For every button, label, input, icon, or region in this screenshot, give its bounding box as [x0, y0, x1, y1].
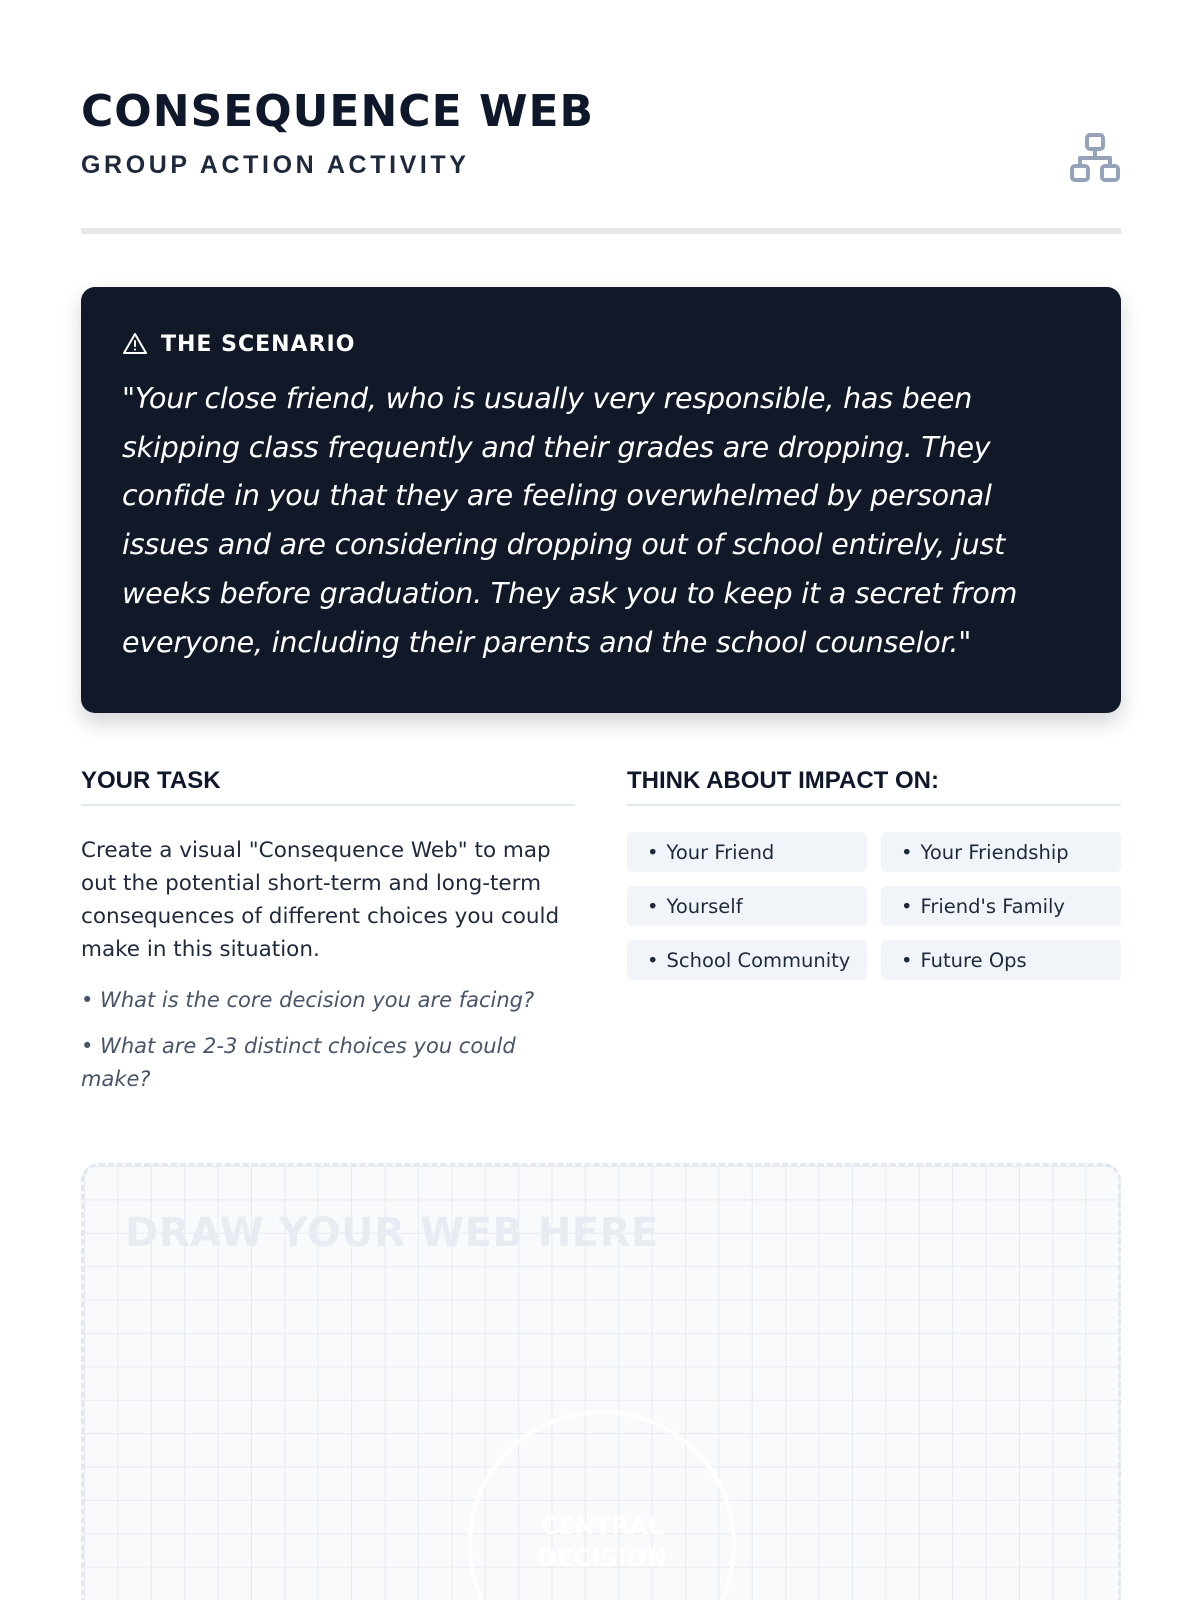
bullet-icon: •: [901, 840, 913, 864]
header-divider: [81, 228, 1121, 234]
impact-item-label: Your Friendship: [920, 840, 1069, 864]
scenario-text: "Your close friend, who is usually very responsible, has been skipping class frequently and their grades are dropping. They confide in you that they are feeling overwhelmed by personal issues and are considering dropping out of school entirely, just weeks before graduation. They ask you to keep it a secret from everyone, including their parents and the school counselor.": [122, 382, 1018, 659]
task-body: Create a visual "Consequence Web" to map out the potential short-term and long-term consequences of different choices you could make in this situation.: [81, 838, 560, 962]
impact-item-label: Future Ops: [920, 948, 1027, 972]
task-question: • What are 2-3 distinct choices you could make?: [81, 1033, 516, 1091]
impact-heading: THINK ABOUT IMPACT ON:: [627, 766, 1121, 806]
scenario-header: [122, 329, 1081, 359]
bullet-icon: •: [901, 894, 913, 918]
bullet-icon: •: [647, 894, 659, 918]
impact-item-label: School Community: [666, 948, 851, 972]
impact-list: [627, 832, 1121, 980]
task-question: • What is the core decision you are facing?: [81, 988, 535, 1012]
impact-item-label: Your Friend: [666, 840, 775, 864]
scenario-card: [81, 287, 1121, 713]
scenario-label: THE SCENARIO: [161, 331, 356, 357]
impact-item: [627, 832, 867, 872]
bullet-icon: •: [901, 948, 913, 972]
header: [81, 80, 1121, 234]
drawing-area-label: DRAW YOUR WEB HERE: [125, 1210, 659, 1256]
impact-item-label: Yourself: [666, 894, 743, 918]
impact-item: [627, 940, 867, 980]
impact-item-label: Friend's Family: [920, 894, 1065, 918]
impact-item: [881, 832, 1121, 872]
warning-icon: [122, 331, 148, 357]
page-title: CONSEQUENCE WEB: [81, 86, 595, 137]
bullet-icon: •: [647, 840, 659, 864]
page-subtitle: GROUP ACTION ACTIVITY: [81, 151, 470, 179]
hierarchy-icon: [1069, 132, 1121, 184]
task-heading: YOUR TASK: [81, 766, 575, 806]
bullet-icon: •: [647, 948, 659, 972]
central-decision-circle[interactable]: [468, 1410, 736, 1600]
impact-item: [881, 886, 1121, 926]
impact-section: [627, 766, 1121, 980]
central-decision-label: CENTRAL DECISION: [537, 1512, 667, 1572]
drawing-area[interactable]: [81, 1163, 1121, 1600]
task-section: [81, 766, 575, 1097]
impact-item: [627, 886, 867, 926]
impact-item: [881, 940, 1121, 980]
